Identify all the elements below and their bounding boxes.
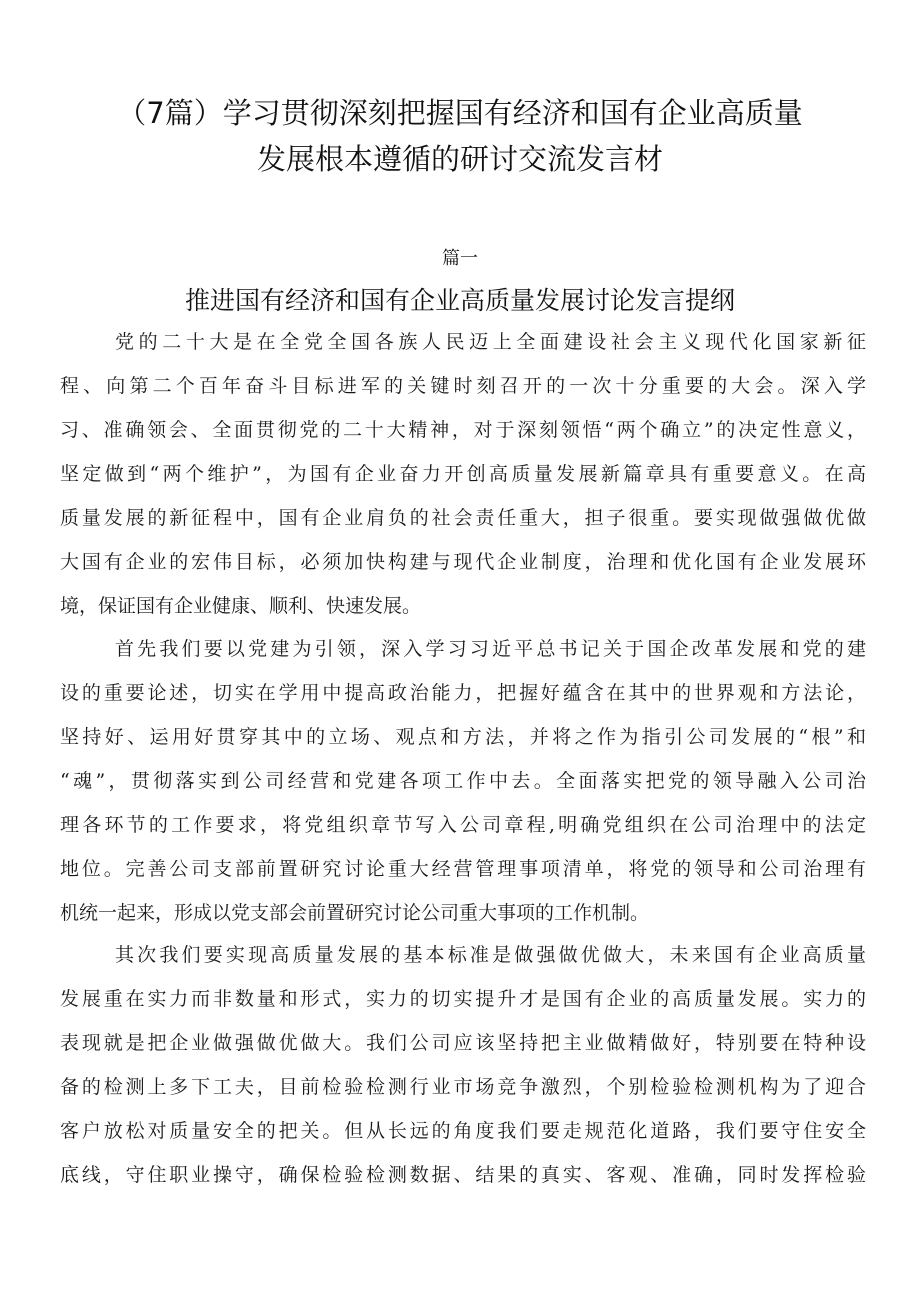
paragraph-line: 大国有企业的宏伟目标，必须加快构建与现代企业制度，治理和优化国有企业发展环 xyxy=(60,551,866,573)
paragraph-line: 备的检测上多下工夫，目前检验检测行业市场竞争激烈，个别检验检测机构为了迎合 xyxy=(60,1076,866,1098)
paragraph-line: 境，保证国有企业健康、顺利、快速发展。 xyxy=(60,595,422,617)
paragraph-line: 坚持好、运用好贯穿其中的立场、观点和方法，并将之作为指引公司发展的“根”和 xyxy=(60,726,866,748)
paragraph-line: 质量发展的新征程中，国有企业肩负的社会责任重大，担子很重。要实现做强做优做 xyxy=(60,507,866,529)
paragraph-line: “魂”，贯彻落实到公司经营和党建各项工作中去。全面落实把党的领导融入公司治 xyxy=(60,770,866,792)
paragraph-line: 底线，守住职业操守，确保检验检测数据、结果的真实、客观、准确，同时发挥检验 xyxy=(60,1164,866,1186)
paragraph-line: 客户放松对质量安全的把关。但从长远的角度我们要走规范化道路，我们要守住安全 xyxy=(60,1120,866,1142)
paragraph-line: 习、准确领会、全面贯彻党的二十大精神，对于深刻领悟“两个确立”的决定性意义， xyxy=(60,419,866,441)
section-label: 篇一 xyxy=(442,248,478,269)
paragraph-line: 发展重在实力而非数量和形式，实力的切实提升才是国有企业的高质量发展。实力的 xyxy=(60,988,866,1010)
paragraph-line: 党的二十大是在全党全国各族人民迈上全面建设社会主义现代化国家新征 xyxy=(115,331,866,353)
paragraph-line: 坚定做到“两个维护”，为国有企业奋力开创高质量发展新篇章具有重要意义。在高 xyxy=(60,463,866,485)
paragraph-line: 表现就是把企业做强做优做大。我们公司应该坚持把主业做精做好，特别要在特种设 xyxy=(60,1032,866,1054)
paragraph-line: 程、向第二个百年奋斗目标进军的关键时刻召开的一次十分重要的大会。深入学 xyxy=(60,375,866,397)
paragraph-line: 地位。完善公司支部前置研究讨论重大经营管理事项清单，将党的领导和公司治理有 xyxy=(60,858,866,880)
paragraph-line: 其次我们要实现高质量发展的基本标准是做强做优做大，未来国有企业高质量 xyxy=(115,944,866,966)
document-title-line-1: （7篇）学习贯彻深刻把握国有经济和国有企业高质量 xyxy=(117,96,803,130)
document-title-line-2: 发展根本遵循的研讨交流发言材 xyxy=(256,142,663,176)
paragraph-line: 设的重要论述，切实在学用中提高政治能力，把握好蕴含在其中的世界观和方法论， xyxy=(60,682,866,704)
paragraph-line: 理各环节的工作要求，将党组织章节写入公司章程,明确党组织在公司治理中的法定 xyxy=(60,814,866,836)
paragraph-line: 首先我们要以党建为引领，深入学习习近平总书记关于国企改革发展和党的建 xyxy=(115,638,866,660)
paragraph-line: 机统一起来，形成以党支部会前置研究讨论公司重大事项的工作机制。 xyxy=(60,902,650,924)
section-title: 推进国有经济和国有企业高质量发展讨论发言提纲 xyxy=(184,286,735,315)
